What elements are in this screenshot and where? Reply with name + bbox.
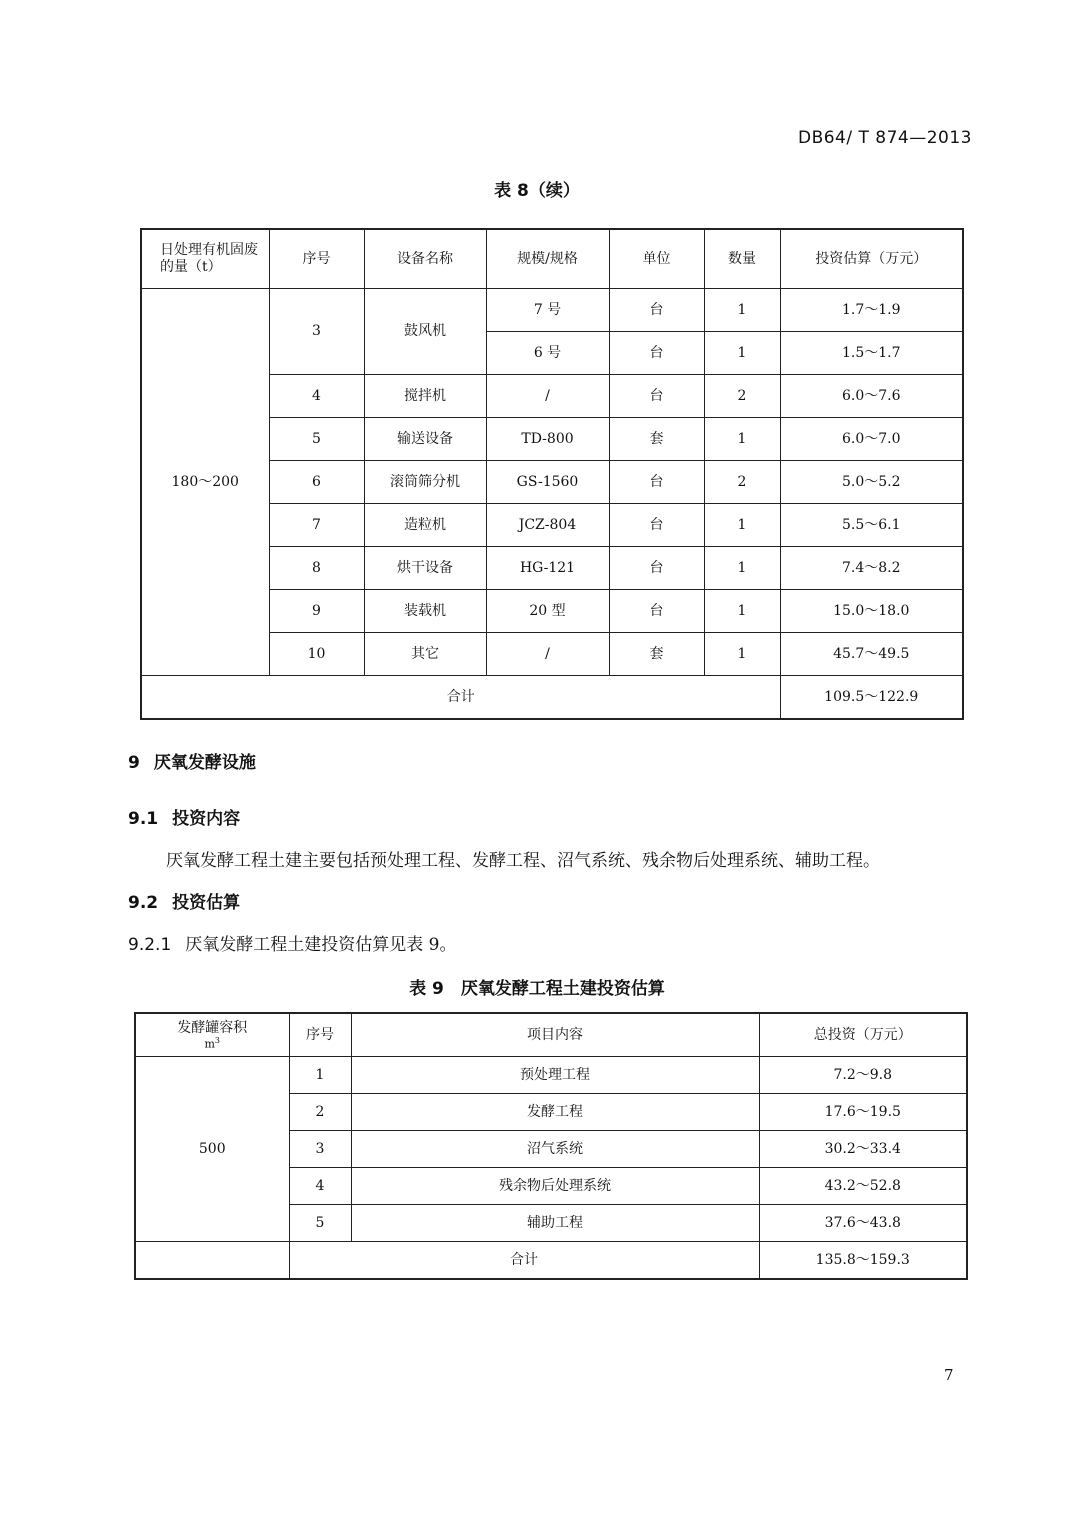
header-cell: 单位 — [609, 229, 704, 289]
cell-name: 鼓风机 — [364, 289, 486, 375]
cell-spec: / — [486, 633, 609, 676]
empty-cell — [135, 1242, 289, 1280]
cell-no: 5 — [289, 1205, 351, 1242]
cell-cost: 30.2～33.4 — [759, 1131, 967, 1168]
cell-qty: 2 — [704, 375, 780, 418]
cell-spec: / — [486, 375, 609, 418]
header-cell-volume: 发酵罐容积 $m^3$ — [135, 1013, 289, 1057]
cell-no: 6 — [269, 461, 364, 504]
cell-unit: 台 — [609, 504, 704, 547]
cell-unit: 台 — [609, 461, 704, 504]
section-title: 厌氧发酵设施 — [153, 753, 256, 773]
clause-text: 厌氧发酵工程土建投资估算见表 9。 — [185, 935, 457, 955]
cell-unit: 台 — [609, 590, 704, 633]
cell-name: 搅拌机 — [364, 375, 486, 418]
cell-unit: 台 — [609, 289, 704, 332]
table9 — [134, 1012, 968, 1280]
section-number: 9.1 — [128, 809, 159, 829]
section-number: 9 — [128, 753, 140, 773]
cell-cost: 6.0～7.0 — [780, 418, 963, 461]
table-header-row — [141, 229, 963, 289]
cell-cost: 1.7～1.9 — [780, 289, 963, 332]
cell-no: 7 — [269, 504, 364, 547]
table8-caption: 表 8（续） — [494, 181, 580, 201]
cell-no: 3 — [269, 289, 364, 375]
cell-no: 1 — [289, 1057, 351, 1094]
section-9-2-heading — [128, 888, 240, 913]
cell-no: 8 — [269, 547, 364, 590]
cell-spec: TD-800 — [486, 418, 609, 461]
cell-item: 残余物后处理系统 — [351, 1168, 759, 1205]
header-cell: 日处理有机固废的量（t） — [141, 229, 269, 289]
group-cell: 180～200 — [141, 289, 269, 676]
header-cell: 投资估算（万元） — [780, 229, 963, 289]
cell-spec: 7 号 — [486, 289, 609, 332]
group-cell: 500 — [135, 1057, 289, 1242]
cell-cost: 5.5～6.1 — [780, 504, 963, 547]
table9-caption: 表 9 厌氧发酵工程土建投资估算 — [409, 979, 665, 999]
header-cell: 设备名称 — [364, 229, 486, 289]
cell-qty: 2 — [704, 461, 780, 504]
header-cell: 序号 — [269, 229, 364, 289]
cell-qty: 1 — [704, 633, 780, 676]
cell-cost: 7.4～8.2 — [780, 547, 963, 590]
cell-qty: 1 — [704, 590, 780, 633]
header-cell: 序号 — [289, 1013, 351, 1057]
table8 — [140, 228, 964, 720]
cell-qty: 1 — [704, 332, 780, 375]
total-value: 109.5～122.9 — [780, 676, 963, 720]
cell-no: 5 — [269, 418, 364, 461]
total-label: 合计 — [289, 1242, 759, 1280]
header-cell: 数量 — [704, 229, 780, 289]
cell-cost: 43.2～52.8 — [759, 1168, 967, 1205]
page-number: 7 — [944, 1366, 954, 1384]
cell-qty: 1 — [704, 418, 780, 461]
cell-name: 滚筒筛分机 — [364, 461, 486, 504]
cell-qty: 1 — [704, 504, 780, 547]
table-row — [141, 289, 963, 332]
section-9-1-paragraph: 厌氧发酵工程土建主要包括预处理工程、发酵工程、沼气系统、残余物后处理系统、辅助工程。 — [166, 851, 880, 871]
cell-spec: GS-1560 — [486, 461, 609, 504]
cell-no: 2 — [289, 1094, 351, 1131]
cell-cost: 7.2～9.8 — [759, 1057, 967, 1094]
cell-item: 沼气系统 — [351, 1131, 759, 1168]
cell-name: 输送设备 — [364, 418, 486, 461]
cell-cost: 5.0～5.2 — [780, 461, 963, 504]
cell-spec: 20 型 — [486, 590, 609, 633]
table-row — [135, 1057, 967, 1094]
total-label: 合计 — [141, 676, 780, 720]
header-cell: 规模/规格 — [486, 229, 609, 289]
cell-no: 4 — [269, 375, 364, 418]
cell-spec: JCZ-804 — [486, 504, 609, 547]
section-9-heading — [128, 748, 256, 773]
clause-number: 9.2.1 — [128, 935, 172, 955]
cell-qty: 1 — [704, 547, 780, 590]
cell-item: 预处理工程 — [351, 1057, 759, 1094]
cell-cost: 15.0～18.0 — [780, 590, 963, 633]
cell-cost: 6.0～7.6 — [780, 375, 963, 418]
cell-name: 其它 — [364, 633, 486, 676]
cell-qty: 1 — [704, 289, 780, 332]
table-total-row — [141, 676, 963, 720]
cell-no: 10 — [269, 633, 364, 676]
cell-name: 造粒机 — [364, 504, 486, 547]
section-9-1-heading — [128, 804, 240, 829]
cell-cost: 17.6～19.5 — [759, 1094, 967, 1131]
cell-item: 发酵工程 — [351, 1094, 759, 1131]
cell-cost: 1.5～1.7 — [780, 332, 963, 375]
cell-unit: 套 — [609, 633, 704, 676]
cell-name: 装载机 — [364, 590, 486, 633]
cell-spec: HG-121 — [486, 547, 609, 590]
cell-name: 烘干设备 — [364, 547, 486, 590]
cell-unit: 台 — [609, 375, 704, 418]
table-header-row — [135, 1013, 967, 1057]
cell-cost: 37.6～43.8 — [759, 1205, 967, 1242]
table-total-row — [135, 1242, 967, 1280]
section-9-2-1-paragraph — [128, 930, 457, 955]
section-title: 投资估算 — [172, 893, 241, 913]
cell-unit: 台 — [609, 547, 704, 590]
section-number: 9.2 — [128, 893, 159, 913]
header-cell: 项目内容 — [351, 1013, 759, 1057]
cell-no: 4 — [289, 1168, 351, 1205]
cell-no: 3 — [289, 1131, 351, 1168]
section-title: 投资内容 — [172, 809, 241, 829]
header-cell: 总投资（万元） — [759, 1013, 967, 1057]
cell-no: 9 — [269, 590, 364, 633]
cell-spec: 6 号 — [486, 332, 609, 375]
document-id: DB64/ T 874—2013 — [797, 128, 972, 148]
cell-unit: 台 — [609, 332, 704, 375]
total-value: 135.8～159.3 — [759, 1242, 967, 1280]
cell-unit: 套 — [609, 418, 704, 461]
cell-item: 辅助工程 — [351, 1205, 759, 1242]
cell-cost: 45.7～49.5 — [780, 633, 963, 676]
